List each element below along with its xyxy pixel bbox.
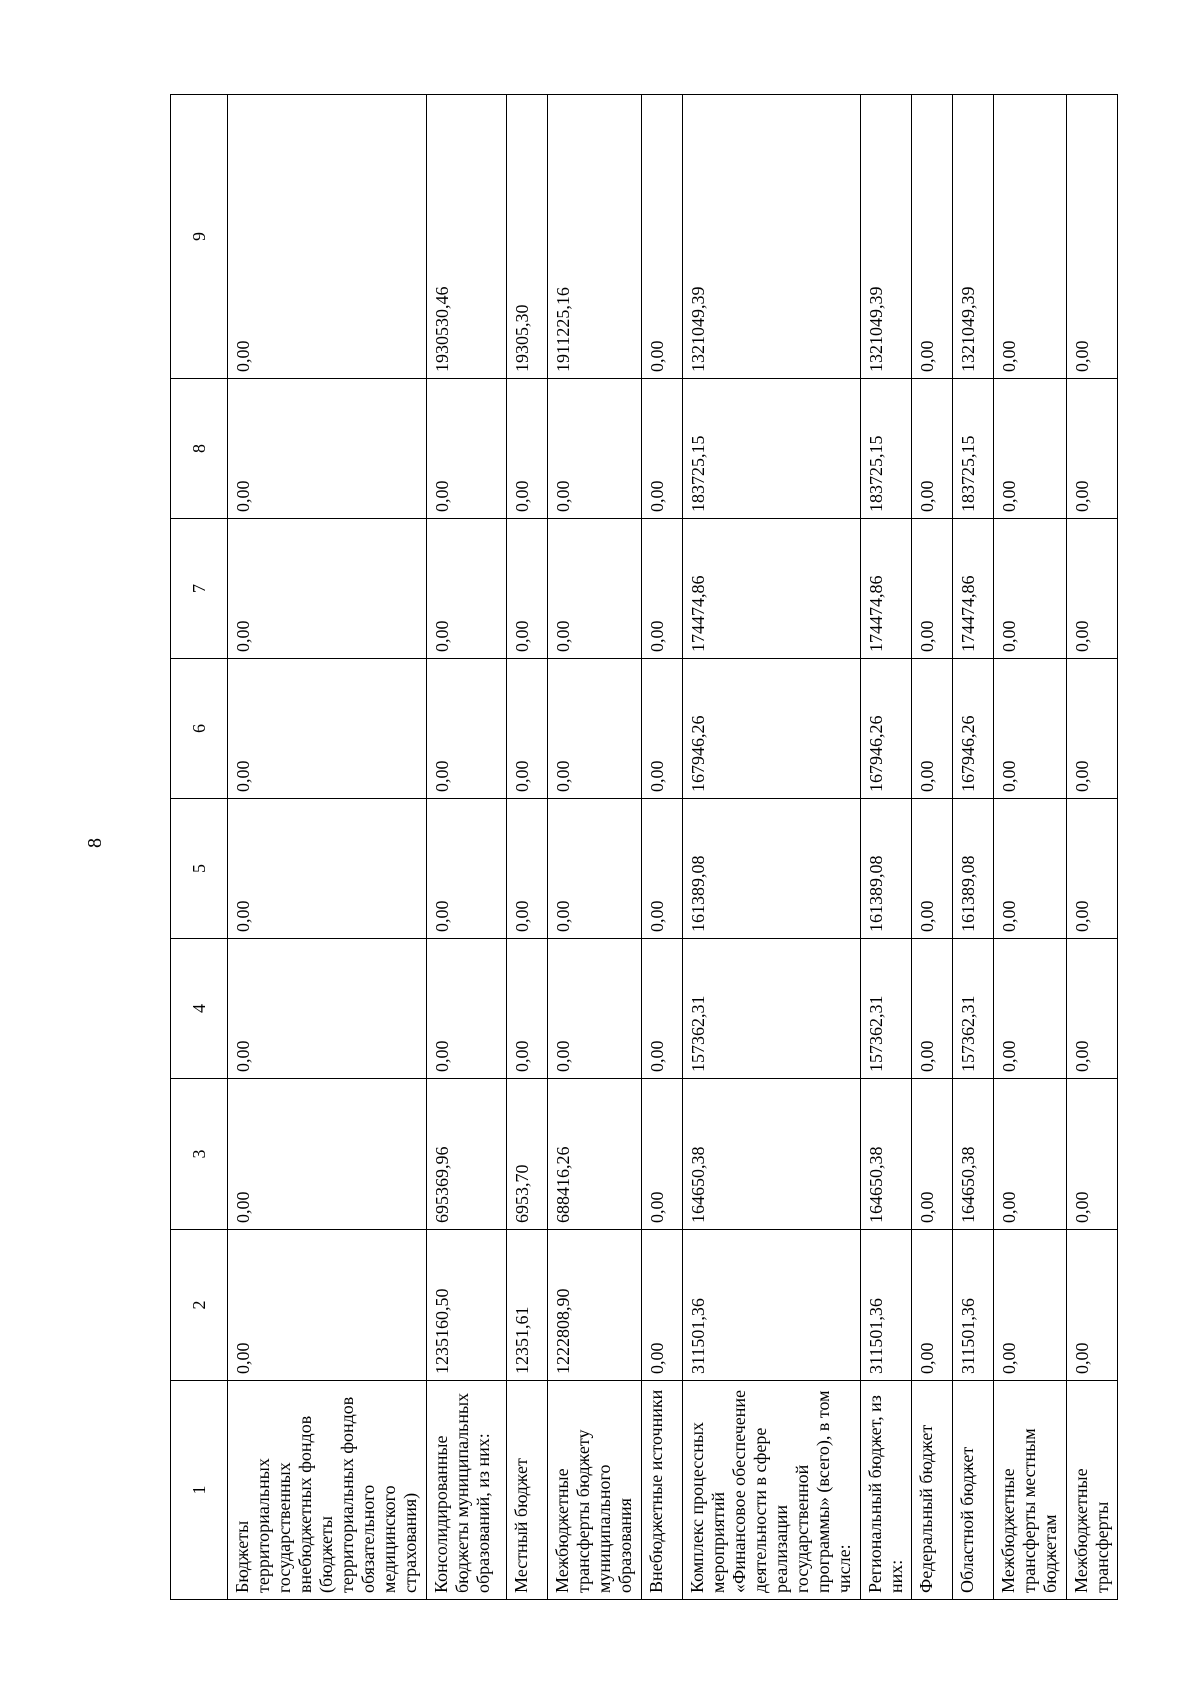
row-label: Федеральный бюджет xyxy=(912,1381,953,1600)
table-body xyxy=(228,95,1118,1600)
table-cell: 161389,08 xyxy=(683,799,861,939)
table-cell: 0,00 xyxy=(228,799,427,939)
table-cell: 0,00 xyxy=(507,379,548,519)
table-cell: 1321049,39 xyxy=(683,95,861,379)
table-cell: 0,00 xyxy=(912,939,953,1079)
table-cell: 0,00 xyxy=(641,1079,682,1230)
table-cell: 0,00 xyxy=(641,379,682,519)
table-cell: 311501,36 xyxy=(683,1230,861,1381)
table-cell: 167946,26 xyxy=(953,659,994,799)
table-cell: 167946,26 xyxy=(860,659,911,799)
row-label: Межбюджетные трансферты бюджету муниципального образования xyxy=(548,1381,641,1600)
table-row xyxy=(994,95,1066,1600)
table-cell: 0,00 xyxy=(641,1230,682,1381)
row-label: Бюджеты территориальных государственных внебюджетных фондов (бюджеты территориальных фондов обязательного медицинского страхования) xyxy=(228,1381,427,1600)
row-label: Межбюджетные трансферты xyxy=(1066,1381,1117,1600)
column-header: 7 xyxy=(171,519,228,659)
table-cell: 0,00 xyxy=(507,519,548,659)
table-cell: 0,00 xyxy=(1066,379,1117,519)
table-cell: 12351,61 xyxy=(507,1230,548,1381)
table-cell: 0,00 xyxy=(912,1079,953,1230)
table-cell: 1321049,39 xyxy=(953,95,994,379)
table-cell: 0,00 xyxy=(912,519,953,659)
table-row xyxy=(641,95,682,1600)
table-cell: 1321049,39 xyxy=(860,95,911,379)
table-cell: 0,00 xyxy=(1066,939,1117,1079)
page-number: 8 xyxy=(84,838,106,848)
table-cell: 0,00 xyxy=(1066,1079,1117,1230)
row-label: Региональный бюджет, из них: xyxy=(860,1381,911,1600)
table-cell: 0,00 xyxy=(994,519,1066,659)
table-cell: 0,00 xyxy=(912,379,953,519)
table-cell: 0,00 xyxy=(228,1230,427,1381)
table-cell: 0,00 xyxy=(507,939,548,1079)
table-cell: 0,00 xyxy=(912,659,953,799)
table-cell: 0,00 xyxy=(1066,1230,1117,1381)
table-cell: 19305,30 xyxy=(507,95,548,379)
table-cell: 0,00 xyxy=(1066,519,1117,659)
table-cell: 0,00 xyxy=(912,799,953,939)
table-cell: 183725,15 xyxy=(860,379,911,519)
table-cell: 0,00 xyxy=(426,799,506,939)
table-cell: 0,00 xyxy=(548,519,641,659)
budget-table xyxy=(170,94,1118,1600)
table-cell: 174474,86 xyxy=(683,519,861,659)
table-cell: 1222808,90 xyxy=(548,1230,641,1381)
table-cell: 1235160,50 xyxy=(426,1230,506,1381)
table-cell: 0,00 xyxy=(548,379,641,519)
table-cell: 0,00 xyxy=(426,379,506,519)
table-cell: 174474,86 xyxy=(953,519,994,659)
table-cell: 0,00 xyxy=(228,95,427,379)
table-cell: 0,00 xyxy=(912,1230,953,1381)
table-cell: 183725,15 xyxy=(953,379,994,519)
table-cell: 161389,08 xyxy=(860,799,911,939)
table-cell: 0,00 xyxy=(1066,659,1117,799)
table-cell: 0,00 xyxy=(994,379,1066,519)
table-cell: 0,00 xyxy=(641,519,682,659)
column-header: 2 xyxy=(171,1230,228,1381)
table-cell: 0,00 xyxy=(426,519,506,659)
table-cell: 161389,08 xyxy=(953,799,994,939)
row-label: Областной бюджет xyxy=(953,1381,994,1600)
table-cell: 0,00 xyxy=(1066,799,1117,939)
table-row xyxy=(953,95,994,1600)
table-row xyxy=(548,95,641,1600)
column-header: 1 xyxy=(171,1381,228,1600)
table-cell: 0,00 xyxy=(641,95,682,379)
table-cell: 311501,36 xyxy=(860,1230,911,1381)
table-cell: 6953,70 xyxy=(507,1079,548,1230)
table-cell: 0,00 xyxy=(228,1079,427,1230)
table-cell: 174474,86 xyxy=(860,519,911,659)
table-cell: 688416,26 xyxy=(548,1079,641,1230)
row-label: Межбюджетные трансферты местным бюджетам xyxy=(994,1381,1066,1600)
table-cell: 0,00 xyxy=(641,659,682,799)
table-cell: 167946,26 xyxy=(683,659,861,799)
row-label: Внебюджетные источники xyxy=(641,1381,682,1600)
column-header: 9 xyxy=(171,95,228,379)
table-cell: 0,00 xyxy=(1066,95,1117,379)
table-cell: 157362,31 xyxy=(953,939,994,1079)
column-header: 6 xyxy=(171,659,228,799)
table-cell: 0,00 xyxy=(994,1079,1066,1230)
table-cell: 0,00 xyxy=(228,659,427,799)
budget-table-container xyxy=(170,95,1118,1600)
table-cell: 0,00 xyxy=(641,799,682,939)
table-row xyxy=(683,95,861,1600)
table-row xyxy=(1066,95,1117,1600)
table-cell: 0,00 xyxy=(426,659,506,799)
table-cell: 157362,31 xyxy=(683,939,861,1079)
column-header: 4 xyxy=(171,939,228,1079)
table-cell: 0,00 xyxy=(228,519,427,659)
table-cell: 0,00 xyxy=(507,659,548,799)
table-cell: 0,00 xyxy=(548,659,641,799)
table-row xyxy=(228,95,427,1600)
table-cell: 0,00 xyxy=(228,379,427,519)
table-cell: 183725,15 xyxy=(683,379,861,519)
row-label: Комплекс процессных мероприятий «Финансовое обеспечение деятельности в сфере реализации государственной программы» (всего), в том числе: xyxy=(683,1381,861,1600)
table-cell: 0,00 xyxy=(228,939,427,1079)
table-cell: 0,00 xyxy=(641,939,682,1079)
table-cell: 695369,96 xyxy=(426,1079,506,1230)
table-cell: 0,00 xyxy=(994,939,1066,1079)
table-cell: 0,00 xyxy=(994,1230,1066,1381)
column-header: 8 xyxy=(171,379,228,519)
table-cell: 0,00 xyxy=(912,95,953,379)
table-cell: 0,00 xyxy=(426,939,506,1079)
column-header: 3 xyxy=(171,1079,228,1230)
row-label: Местный бюджет xyxy=(507,1381,548,1600)
table-cell: 0,00 xyxy=(548,939,641,1079)
table-row xyxy=(912,95,953,1600)
header-row xyxy=(171,95,228,1600)
table-row xyxy=(426,95,506,1600)
table-cell: 1930530,46 xyxy=(426,95,506,379)
column-header: 5 xyxy=(171,799,228,939)
table-row xyxy=(860,95,911,1600)
table-cell: 164650,38 xyxy=(860,1079,911,1230)
table-cell: 1911225,16 xyxy=(548,95,641,379)
table-cell: 164650,38 xyxy=(953,1079,994,1230)
table-cell: 0,00 xyxy=(507,799,548,939)
table-row xyxy=(507,95,548,1600)
table-cell: 311501,36 xyxy=(953,1230,994,1381)
table-cell: 157362,31 xyxy=(860,939,911,1079)
table-cell: 0,00 xyxy=(548,799,641,939)
table-cell: 0,00 xyxy=(994,95,1066,379)
table-cell: 0,00 xyxy=(994,659,1066,799)
row-label: Консолидированные бюджеты муниципальных образований, из них: xyxy=(426,1381,506,1600)
table-cell: 0,00 xyxy=(994,799,1066,939)
table-cell: 164650,38 xyxy=(683,1079,861,1230)
